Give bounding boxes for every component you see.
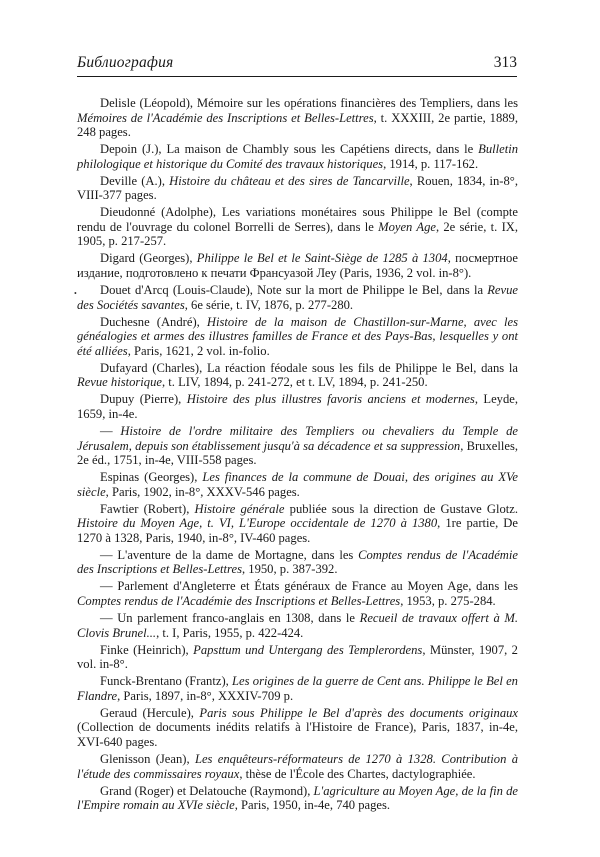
bibliography-entry (77, 392, 518, 421)
entry-author: Delisle (Léopold), (100, 96, 197, 110)
entry-text: , посмертное издание, подготовлено к печати Франсуазой Леу (Paris, 1936, 2 vol. in-8°). (77, 251, 519, 281)
entry-text: , thèse de l'École des Chartes, dactylographiée. (239, 766, 476, 781)
entry-text: , t. XXXIII, 2e partie, 1889, 248 pages. (77, 110, 519, 140)
entry-title: Les origines de la guerre de Cent ans. Philippe le Bel en Flandre (77, 674, 518, 703)
bibliography-entry (77, 674, 518, 703)
bibliography-entry (77, 315, 518, 359)
bibliography-entry (77, 142, 518, 171)
entry-text: , Paris, 1897, in-8°, XXXIV-709 p. (117, 688, 294, 703)
entry-author: Duchesne (André), (100, 314, 207, 329)
entry-author: — (100, 579, 118, 594)
entry-author: Deville (A.), (100, 173, 170, 188)
entry-text: Les variations monétaires sous Philippe le Bel (compte rendu de l'ouvrage du colonel Borrelli de Serres), dans le (77, 205, 518, 234)
bibliography-entry (77, 579, 518, 608)
entry-title: Les enquêteurs-réformateurs de 1270 à 1328. Contribution à l'étude des commissaires royaux (77, 751, 518, 781)
entry-author: Digard (Georges), (100, 251, 197, 266)
entry-text: , Münster, 1907, 2 vol. in-8°. (77, 642, 518, 672)
bibliography-entry (77, 643, 518, 672)
entry-title: Revue des Sociétés savantes (77, 283, 518, 312)
entry-author: Dufayard (Charles), (100, 360, 207, 375)
entry-text: , 1re partie, De 1270 à 1328, Paris, 1940, in-8°, IV-460 pages. (77, 516, 518, 545)
bibliography-list (77, 96, 518, 815)
bibliography-entry (77, 784, 518, 813)
entry-author: Glenisson (Jean), (100, 751, 195, 766)
margin-dot: • (74, 289, 77, 298)
entry-title: Recueil de travaux offert à M. Clovis Brunel... (77, 611, 518, 640)
entry-author: Finke (Heinrich), (100, 642, 194, 657)
entry-author: Grand (Roger) et Delatouche (Raymond), (100, 783, 314, 798)
entry-author: Douet d'Arcq (Louis-Claude), (100, 283, 258, 298)
entry-author: Fawtier (Robert), (100, 501, 195, 516)
entry-author: Funck-Brentano (Frantz), (100, 674, 233, 689)
entry-author: — (100, 423, 121, 438)
entry-text: , Paris, 1621, 2 vol. in-folio. (127, 343, 270, 358)
entry-title: Moyen Age (378, 219, 436, 234)
bibliography-entry (77, 470, 518, 499)
entry-title: Histoire de la maison de Chastillon-sur-Marne, avec les généalogies et armes des illustres familles de France et des Pays-Bas, lesquelles y ont été alliées (77, 314, 518, 358)
bibliography-entry (77, 611, 518, 640)
entry-title: Bulletin philologique et historique du Comité des travaux historiques (77, 142, 518, 171)
entry-title: L'agriculture au Moyen Age, de la fin de l'Empire romain au XVIe siècle (77, 783, 519, 813)
entry-text: Mémoire sur les opérations financières des Templiers, dans les (196, 96, 518, 110)
bibliography-entry (77, 96, 518, 140)
entry-author: Depoin (J.), (100, 142, 167, 157)
entry-author: Dieudonné (Adolphe), (100, 205, 222, 220)
bibliography-entry (77, 502, 518, 546)
entry-title: Paris sous Philippe le Bel d'après des documents originaux (199, 705, 519, 720)
entry-title: Histoire des plus illustres favoris anciens et modernes (186, 392, 475, 407)
bibliography-entry (77, 174, 518, 203)
entry-text: La réaction féodale sous les fils de Philippe le Bel, dans la (207, 360, 518, 375)
entry-title: Histoire de l'ordre militaire des Templiers ou chevaliers du Temple de Jérusalem, depuis son établissement jusqu'à sa décadence et sa suppression (77, 423, 518, 453)
bibliography-entry (77, 548, 518, 577)
entry-text: , t. LIV, 1894, p. 241-272, et t. LV, 1894, p. 241-250. (161, 375, 428, 390)
entry-title: Histoire du Moyen Age, t. VI, L'Europe occidentale de 1270 à 1380 (77, 516, 438, 531)
entry-text: La maison de Chambly sous les Capétiens directs, dans le (166, 142, 479, 157)
bibliography-entry (77, 752, 518, 781)
entry-author: Espinas (Georges), (100, 470, 203, 485)
bibliography-entry (77, 251, 518, 280)
entry-text: Parlement d'Angleterre et États généraux de France au Moyen Age, dans les (117, 579, 518, 594)
entry-text: , Bruxelles, 2e éd., 1751, in-4e, VIII-558 pages. (77, 438, 518, 468)
entry-author: Geraud (Hercule), (100, 705, 200, 720)
entry-text: Un parlement franco-anglais en 1308, dans le (117, 611, 360, 626)
bibliography-entry (77, 361, 518, 390)
entry-text: publiée sous la direction de Gustave Glotz. (284, 501, 518, 516)
entry-title: Histoire générale (194, 501, 285, 516)
entry-text: , Paris, 1950, in-4e, 740 pages. (234, 798, 391, 813)
entry-text: , Paris, 1902, in-8°, XXXV-546 pages. (105, 484, 300, 499)
entry-title: Comptes rendus de l'Académie des Inscriptions et Belles-Lettres (77, 547, 518, 577)
entry-text: L'aventure de la dame de Mortagne, dans les (117, 547, 359, 562)
entry-title: Mémoires de l'Académie des Inscriptions et Belles-Lettres (77, 110, 374, 125)
entry-author: — (100, 611, 118, 626)
entry-text: , t. I, Paris, 1955, p. 422-424. (156, 625, 304, 640)
entry-author: — (100, 547, 118, 562)
entry-title: Papsttum und Untergang des Templerordens (193, 642, 423, 657)
page-number: 313 (493, 54, 517, 71)
bibliography-entry (77, 424, 518, 468)
entry-text: , 6e série, t. IV, 1876, p. 277-280. (184, 297, 354, 312)
entry-text: (Collection de documents inédits relatifs à l'Histoire de France), Paris, 1837, in-4e, XVI-640 pages. (77, 720, 518, 749)
entry-text: , Rouen, 1834, in-8°, VIII-377 pages. (77, 173, 518, 203)
entry-text: , 2e série, t. IX, 1905, p. 217-257. (77, 219, 519, 249)
entry-title: Comptes rendus de l'Académie des Inscriptions et Belles-Lettres (77, 594, 401, 608)
entry-author: Dupuy (Pierre), (100, 392, 187, 407)
entry-text: , 1914, p. 117-162. (383, 156, 479, 171)
entry-text: , 1953, p. 275-284. (400, 594, 496, 608)
running-head (77, 54, 517, 77)
bibliography-entry (77, 706, 518, 750)
entry-title: Les finances de la commune de Douai, des origines au XVe siècle (77, 470, 519, 499)
entry-title: Histoire du château et des sires de Tancarville (169, 173, 410, 188)
bibliography-entry (77, 283, 518, 312)
entry-text: , Leyde, 1659, in-4e. (77, 392, 519, 421)
entry-text: Note sur la mort de Philippe le Bel, dans la (257, 283, 488, 298)
entry-title: Philippe le Bel et le Saint-Siège de 1285 à 1304 (196, 251, 448, 266)
bibliography-entry (77, 205, 518, 249)
entry-text: , 1950, p. 387-392. (241, 562, 338, 577)
running-title: Библиография (77, 54, 174, 71)
entry-title: Revue historique (77, 375, 162, 390)
